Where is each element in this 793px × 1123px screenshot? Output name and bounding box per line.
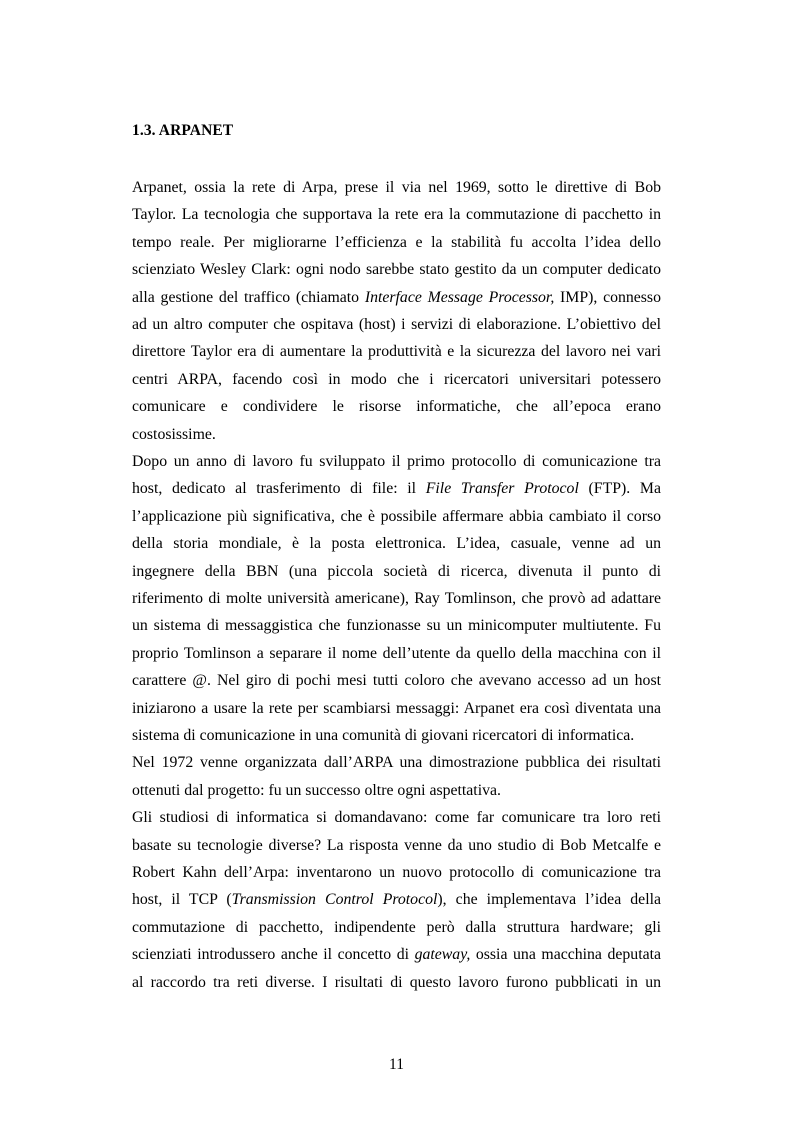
text-segment: l’applicazione più significativa, che è possibile affermare abbia cambiato il corso (132, 507, 661, 525)
text-segment: ingegnere della BBN (una piccola società di ricerca, divenuta il punto di (132, 562, 661, 580)
italic-term: Transmission Control Protocol (231, 891, 438, 909)
text-line (132, 918, 661, 938)
text-segment: centri ARPA, facendo così in modo che i ricercatori universitari potessero (132, 370, 661, 388)
text-segment: costosissime. (132, 425, 216, 443)
text-line (132, 808, 661, 828)
text-segment: commutazione di pacchetto, indipendente però dalla struttura hardware; gli (132, 918, 661, 936)
text-segment: host, dedicato al trasferimento di file: il (132, 480, 426, 498)
text-segment: Dopo un anno di lavoro fu sviluppato il primo protocollo di comunicazione tra (132, 453, 661, 470)
text-line (132, 890, 661, 910)
text-line (132, 315, 661, 335)
text-line (132, 671, 661, 691)
text-segment: Robert Kahn dell’Arpa: inventarono un nuovo protocollo di comunicazione tra (132, 864, 661, 881)
section-heading: 1.3. ARPANET (132, 122, 234, 139)
text-line (132, 260, 661, 280)
text-line (132, 781, 661, 801)
page-number: 11 (389, 1056, 404, 1073)
text-segment: al raccordo tra reti diverse. I risultati di questo lavoro furono pubblicati in un (132, 973, 661, 991)
text-line (132, 233, 661, 253)
text-segment: Gli studiosi di informatica si domandavano: come far comunicare tra loro reti (132, 809, 661, 827)
text-segment: direttore Taylor era di aumentare la produttività e la sicurezza del lavoro nei vari (132, 343, 661, 361)
italic-term: gateway, (414, 946, 471, 964)
text-line (132, 562, 661, 582)
text-line (132, 534, 661, 554)
text-segment: host, il TCP ( (132, 891, 232, 909)
text-segment: sistema di comunicazione in una comunità di giovani ricercatori di informatica. (132, 727, 635, 744)
text-line (132, 205, 661, 225)
text-segment: scienziato Wesley Clark: ogni nodo sarebbe stato gestito da un computer dedicato (132, 261, 661, 279)
text-segment: carattere @. Nel giro di pochi mesi tutti coloro che avevano accesso ad un host (132, 672, 661, 690)
text-segment: Nel 1972 venne organizzata dall’ARPA una dimostrazione pubblica dei risultati (132, 754, 661, 772)
text-line (132, 726, 661, 746)
text-segment: basate su tecnologie diverse? La risposta venne da uno studio di Bob Metcalfe e (132, 836, 661, 854)
text-line (132, 753, 661, 773)
text-segment: iniziarono a usare la rete per scambiarsi messaggi: Arpanet era così diventata una (132, 699, 661, 717)
text-segment: riferimento di molte università americane), Ray Tomlinson, che provò ad adattare (132, 590, 661, 607)
text-line (132, 370, 661, 390)
text-line (132, 288, 661, 308)
text-segment: tempo reale. Per migliorarne l’efficienza e la stabilità fu accolta l’idea dello (132, 233, 661, 251)
italic-term: Interface Message Processor, (364, 288, 555, 306)
text-line (132, 699, 661, 719)
text-line (132, 479, 661, 499)
text-segment: Taylor. La tecnologia che supportava la rete era la commutazione di pacchetto in (132, 206, 661, 224)
text-line (132, 397, 661, 417)
text-segment: Arpanet, ossia la rete di Arpa, prese il via nel 1969, sotto le direttive di Bob (132, 179, 661, 196)
text-segment: ), che implementava l’idea della (437, 891, 661, 909)
text-line (132, 342, 661, 362)
text-segment: alla gestione del traffico (chiamato (132, 288, 365, 306)
text-line (132, 945, 661, 965)
text-line (132, 507, 661, 527)
text-line (132, 589, 661, 609)
text-line (132, 178, 661, 198)
text-segment: proprio Tomlinson a separare il nome dell’utente da quello della macchina con il (132, 644, 661, 662)
text-line (132, 452, 661, 472)
text-segment: (FTP). Ma (578, 480, 661, 498)
text-segment: IMP), connesso (554, 288, 661, 306)
text-segment: ossia una macchina deputata (470, 946, 661, 964)
text-segment: ad un altro computer che ospitava (host) i servizi di elaborazione. L’obiettivo del (132, 316, 661, 333)
text-line (132, 973, 661, 993)
text-segment: ottenuti dal progetto: fu un successo oltre ogni aspettativa. (132, 781, 501, 799)
text-line (132, 616, 661, 636)
text-segment: comunicare e condividere le risorse informatiche, che all’epoca erano (132, 398, 661, 416)
italic-term: File Transfer Protocol (425, 480, 579, 498)
text-line (132, 836, 661, 856)
text-segment: della storia mondiale, è la posta elettronica. L’idea, casuale, venne ad un (132, 535, 661, 553)
text-line (132, 425, 661, 445)
text-segment: un sistema di messaggistica che funzionasse su un minicomputer multiutente. Fu (132, 617, 661, 635)
text-segment: scienziati introdussero anche il concetto di (132, 946, 415, 964)
text-line (132, 644, 661, 664)
text-line (132, 863, 661, 883)
